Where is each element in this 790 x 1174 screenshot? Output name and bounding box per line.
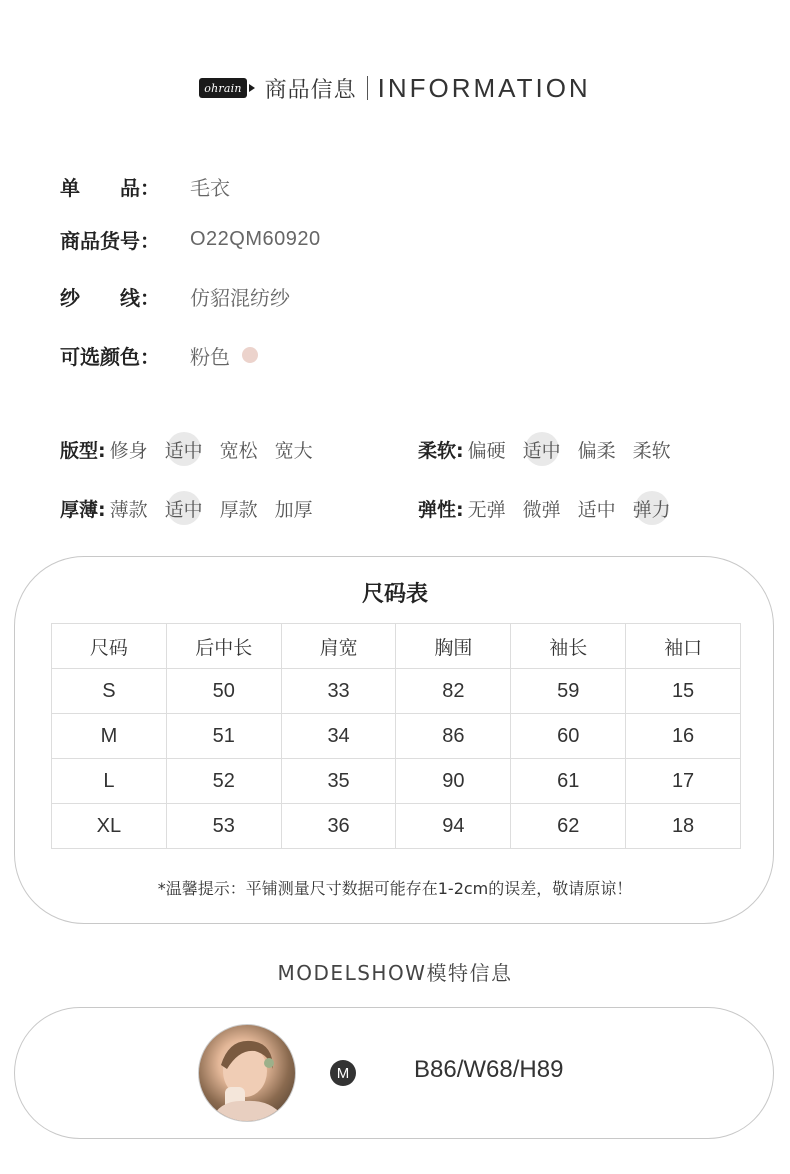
attr-option: 加厚 bbox=[274, 498, 313, 521]
header-title-en: INFORMATION bbox=[377, 72, 591, 103]
attr-option-selected: 弹力 bbox=[633, 495, 671, 522]
model-info-card bbox=[14, 1007, 774, 1139]
table-cell: M bbox=[52, 714, 167, 759]
table-cell: 86 bbox=[396, 714, 511, 759]
attr-label: 弹性: bbox=[418, 498, 464, 521]
attr-option-selected: 适中 bbox=[165, 436, 203, 463]
attr-fit bbox=[60, 433, 330, 465]
attr-option: 偏柔 bbox=[577, 439, 616, 462]
table-header-cell: 胸围 bbox=[396, 624, 511, 669]
table-header-cell: 袖口 bbox=[626, 624, 741, 669]
table-cell: 82 bbox=[396, 669, 511, 714]
table-cell: 50 bbox=[166, 669, 281, 714]
table-cell: 17 bbox=[626, 759, 741, 804]
table-cell: 33 bbox=[281, 669, 396, 714]
attr-option: 适中 bbox=[577, 498, 616, 521]
attr-label: 版型: bbox=[60, 439, 106, 462]
model-size-badge: M bbox=[330, 1060, 356, 1086]
info-value: 仿貂混纺纱 bbox=[190, 285, 290, 310]
info-row-color bbox=[60, 340, 258, 370]
model-measurements: B86/W68/H89 bbox=[414, 1056, 564, 1083]
info-value: O22QM60920 bbox=[190, 227, 321, 250]
size-table bbox=[51, 623, 741, 849]
table-header-cell: 尺码 bbox=[52, 624, 167, 669]
table-cell: 59 bbox=[511, 669, 626, 714]
table-cell: 53 bbox=[166, 804, 281, 849]
section-header bbox=[0, 70, 790, 106]
attr-option: 柔软 bbox=[632, 439, 671, 462]
table-cell: 34 bbox=[281, 714, 396, 759]
table-cell: 18 bbox=[626, 804, 741, 849]
table-row bbox=[52, 714, 741, 759]
info-label: 纱 线： bbox=[60, 285, 160, 310]
attr-option-selected: 适中 bbox=[165, 495, 203, 522]
attr-option: 宽松 bbox=[219, 439, 258, 462]
attr-option: 宽大 bbox=[274, 439, 313, 462]
info-label: 商品货号： bbox=[60, 228, 160, 253]
info-value: 毛衣 bbox=[190, 175, 230, 200]
model-section-title: MODELSHOW模特信息 bbox=[277, 961, 513, 985]
info-row-code bbox=[60, 224, 321, 254]
table-header-cell: 袖长 bbox=[511, 624, 626, 669]
attr-option: 无弹 bbox=[467, 498, 506, 521]
table-cell: 16 bbox=[626, 714, 741, 759]
table-row bbox=[52, 804, 741, 849]
info-value: 粉色 bbox=[190, 344, 230, 369]
model-portrait-icon bbox=[199, 1025, 296, 1122]
table-cell: L bbox=[52, 759, 167, 804]
table-cell: 90 bbox=[396, 759, 511, 804]
table-cell: 62 bbox=[511, 804, 626, 849]
attr-option: 修身 bbox=[109, 439, 148, 462]
table-cell: S bbox=[52, 669, 167, 714]
table-header-cell: 后中长 bbox=[166, 624, 281, 669]
table-row bbox=[52, 669, 741, 714]
size-chart-title: 尺码表 bbox=[361, 582, 428, 607]
info-row-yarn bbox=[60, 281, 290, 311]
info-row-item bbox=[60, 171, 230, 201]
info-label: 单 品： bbox=[60, 175, 160, 200]
attr-option: 偏硬 bbox=[467, 439, 506, 462]
attr-thickness bbox=[60, 492, 330, 524]
table-header-cell: 肩宽 bbox=[281, 624, 396, 669]
table-cell: 61 bbox=[511, 759, 626, 804]
attr-label: 厚薄: bbox=[60, 498, 106, 521]
attr-option-selected: 适中 bbox=[523, 436, 561, 463]
attr-option: 厚款 bbox=[219, 498, 258, 521]
attr-softness bbox=[418, 433, 688, 465]
table-cell: 94 bbox=[396, 804, 511, 849]
color-swatch bbox=[242, 347, 258, 363]
measurement-tip: *温馨提示：平铺测量尺寸数据可能存在1-2cm的误差，敬请原谅！ bbox=[157, 879, 633, 898]
attr-label: 柔软: bbox=[418, 439, 464, 462]
brand-logo bbox=[199, 78, 246, 98]
play-triangle-icon bbox=[249, 84, 255, 92]
model-avatar bbox=[198, 1024, 296, 1122]
table-header-row bbox=[52, 624, 741, 669]
table-cell: 51 bbox=[166, 714, 281, 759]
table-row bbox=[52, 759, 741, 804]
brand-logo-text: ohrain bbox=[204, 81, 242, 95]
header-divider bbox=[367, 76, 368, 100]
attr-option: 微弹 bbox=[522, 498, 561, 521]
table-cell: 35 bbox=[281, 759, 396, 804]
table-cell: 52 bbox=[166, 759, 281, 804]
table-cell: XL bbox=[52, 804, 167, 849]
info-label: 可选颜色： bbox=[60, 344, 160, 369]
table-cell: 60 bbox=[511, 714, 626, 759]
attr-elasticity bbox=[418, 492, 688, 524]
table-cell: 15 bbox=[626, 669, 741, 714]
attr-option: 薄款 bbox=[109, 498, 148, 521]
table-cell: 36 bbox=[281, 804, 396, 849]
header-title-cn: 商品信息 bbox=[264, 77, 357, 103]
